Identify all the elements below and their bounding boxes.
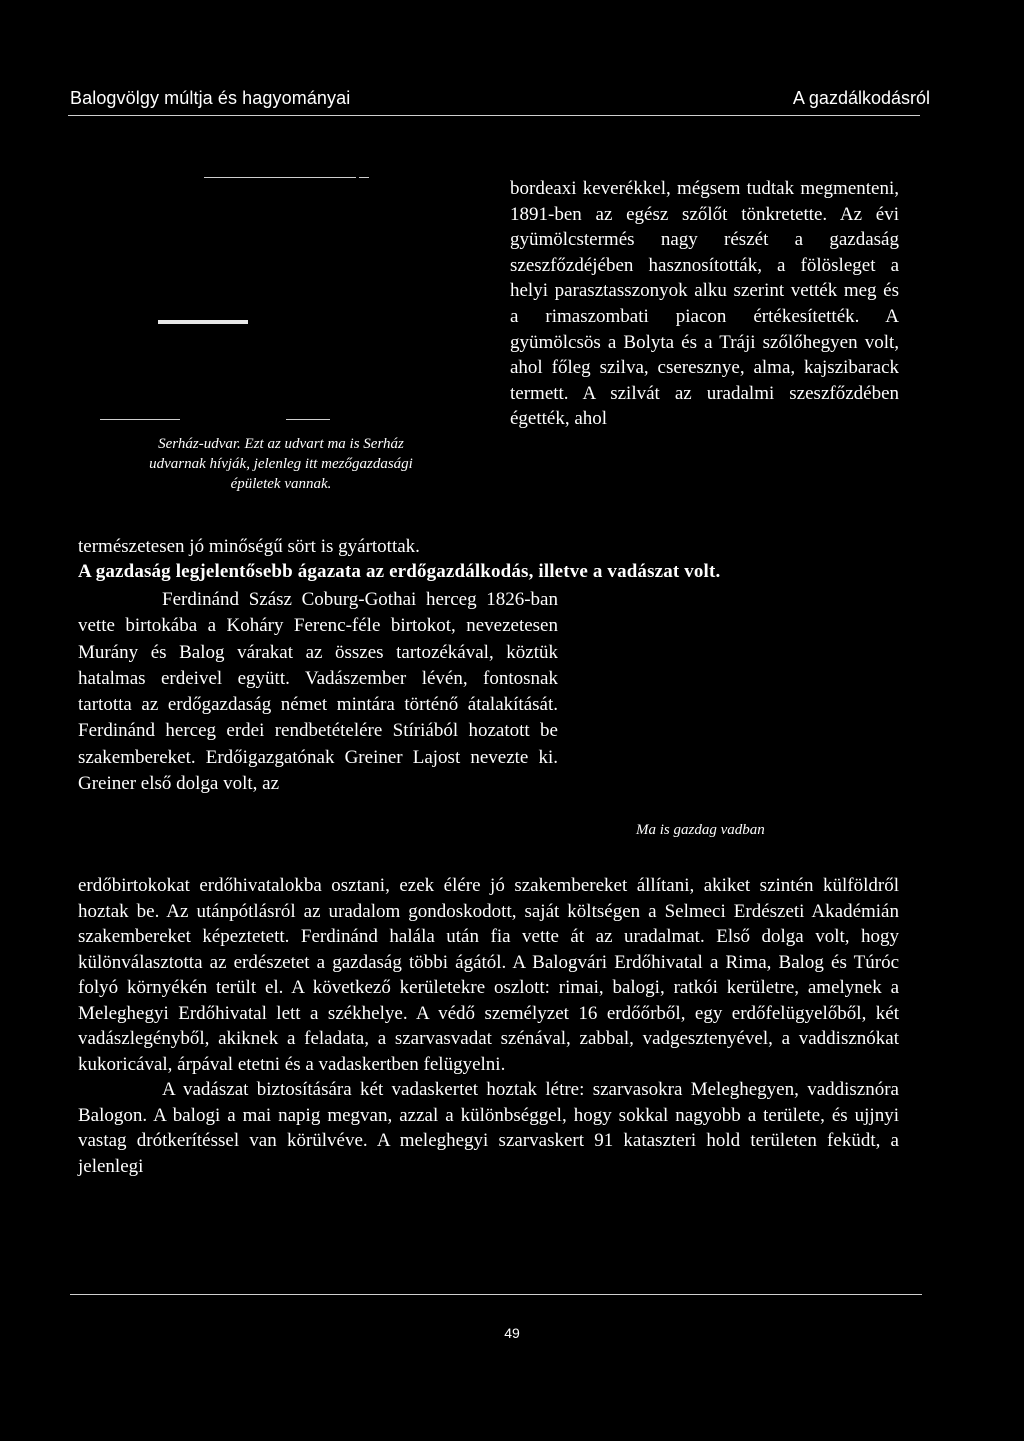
left-column-text	[78, 587, 558, 797]
right-column-paragraph: bordeaxi keverékkel, mégsem tudtak megmenteni, 1891-ben az egész szőlőt tönkretette. Az évi gyümölcstermés nagy részét a gazdaság szeszfőzdéjében hasznosították, a fölösleget a helyi parasztasszonyok alku szerint vették meg és a rimaszombati piacon értékesítették. A gyümölcsös a Bolyta és a Tráji szőlőhegyen volt, ahol főleg szilva, cseresznye, alma, kajszibarack termett. A szilvát az uradalmi szeszfőzdében égették, ahol	[510, 178, 899, 430]
section-heading: A gazdaság legjelentősebb ágazata az erdőgazdálkodás, illetve a vadászat volt.	[78, 561, 721, 582]
book-title: Balogvölgy múltja és hagyományai	[70, 88, 351, 108]
body-paragraph: A vadászat biztosítására két vadaskertet hoztak létre: szarvasokra Meleghegyen, vaddisznóra Balogon. A balogi a mai napig megvan, azzal a különbséggel, hogy sokkal nagyobb a területe, és ujjnyi vastag drótkerítéssel van körülvéve. A meleghegyi szarvaskert 91 kataszteri hold területen feküdt, a jelenlegi	[78, 1079, 899, 1177]
body-paragraph: erdőbirtokokat erdőhivatalokba osztani, ezek élére jó szakembereket állítani, akiket szintén külföldről hoztak be. Az utánpótlásról az uradalom gondoskodott, saját költségen a Selmeci Erdészeti Akadémián szakembereket képeztetett. Ferdinánd halála után fia vette át az uradalmat. Első dolga volt, hogy különválasztotta az erdészetet a gazdaság többi ágától. A Balogvári Erdőhivatal a Rima, Balog és Túróc folyó környékén terült el. A következő kerületekre oszlott: rimai, balogi, ratkói kerületre, amelynek a Meleghegyi Erdőhivatal lett a székhelye. A védő személyzet 16 erdőőrből, egy erdőfelügyelőből, két vadászlegényből, akiknek a feladata, a szarvasvadat szénával, zabbal, vadgesztenyével, a vaddisznókat kukoricával, árpával etetni és a vadaskertben felügyelni.	[78, 875, 899, 1075]
photo-edge-line	[286, 419, 330, 420]
header-divider	[68, 115, 920, 116]
left-column-paragraph: Ferdinánd Szász Coburg-Gothai herceg 1826-ban vette birtokába a Koháry Ferenc-féle birtokot, nevezetesen Murány és Balog várakat az összes tartozékával, köztük hatalmas erdeivel együtt. Vadászember lévén, fontosnak tartotta az erdőgazdaság német mintára történő átalakítását. Ferdinánd herceg erdei rendbetételére Stíriából hozatott be szakembereket. Erdőigazgatónak Greiner Lajost nevezte ki. Greiner első dolga volt, az	[78, 589, 558, 795]
chapter-title: A gazdálkodásról	[792, 88, 930, 108]
photo-caption-line: udvarnak hívják, jelenleg itt mezőgazdasági	[149, 456, 413, 472]
side-photo-caption: Ma is gazdag vadban	[636, 822, 765, 838]
photo-edge-line	[158, 320, 248, 324]
photo-serhaz-udvar	[100, 160, 460, 430]
photo-caption	[100, 434, 462, 494]
page-number: 49	[504, 1325, 520, 1341]
photo-edge-line	[100, 419, 180, 420]
body-text	[78, 873, 899, 1179]
photo-caption-line: Serház-udvar. Ezt az udvart ma is Serház	[158, 436, 404, 452]
continuation-line: természetesen jó minőségű sört is gyártottak.	[78, 536, 420, 557]
footer-divider	[70, 1294, 922, 1295]
photo-caption-line: épületek vannak.	[230, 476, 332, 492]
photo-edge-line	[204, 177, 356, 178]
photo-edge-line	[359, 177, 369, 178]
